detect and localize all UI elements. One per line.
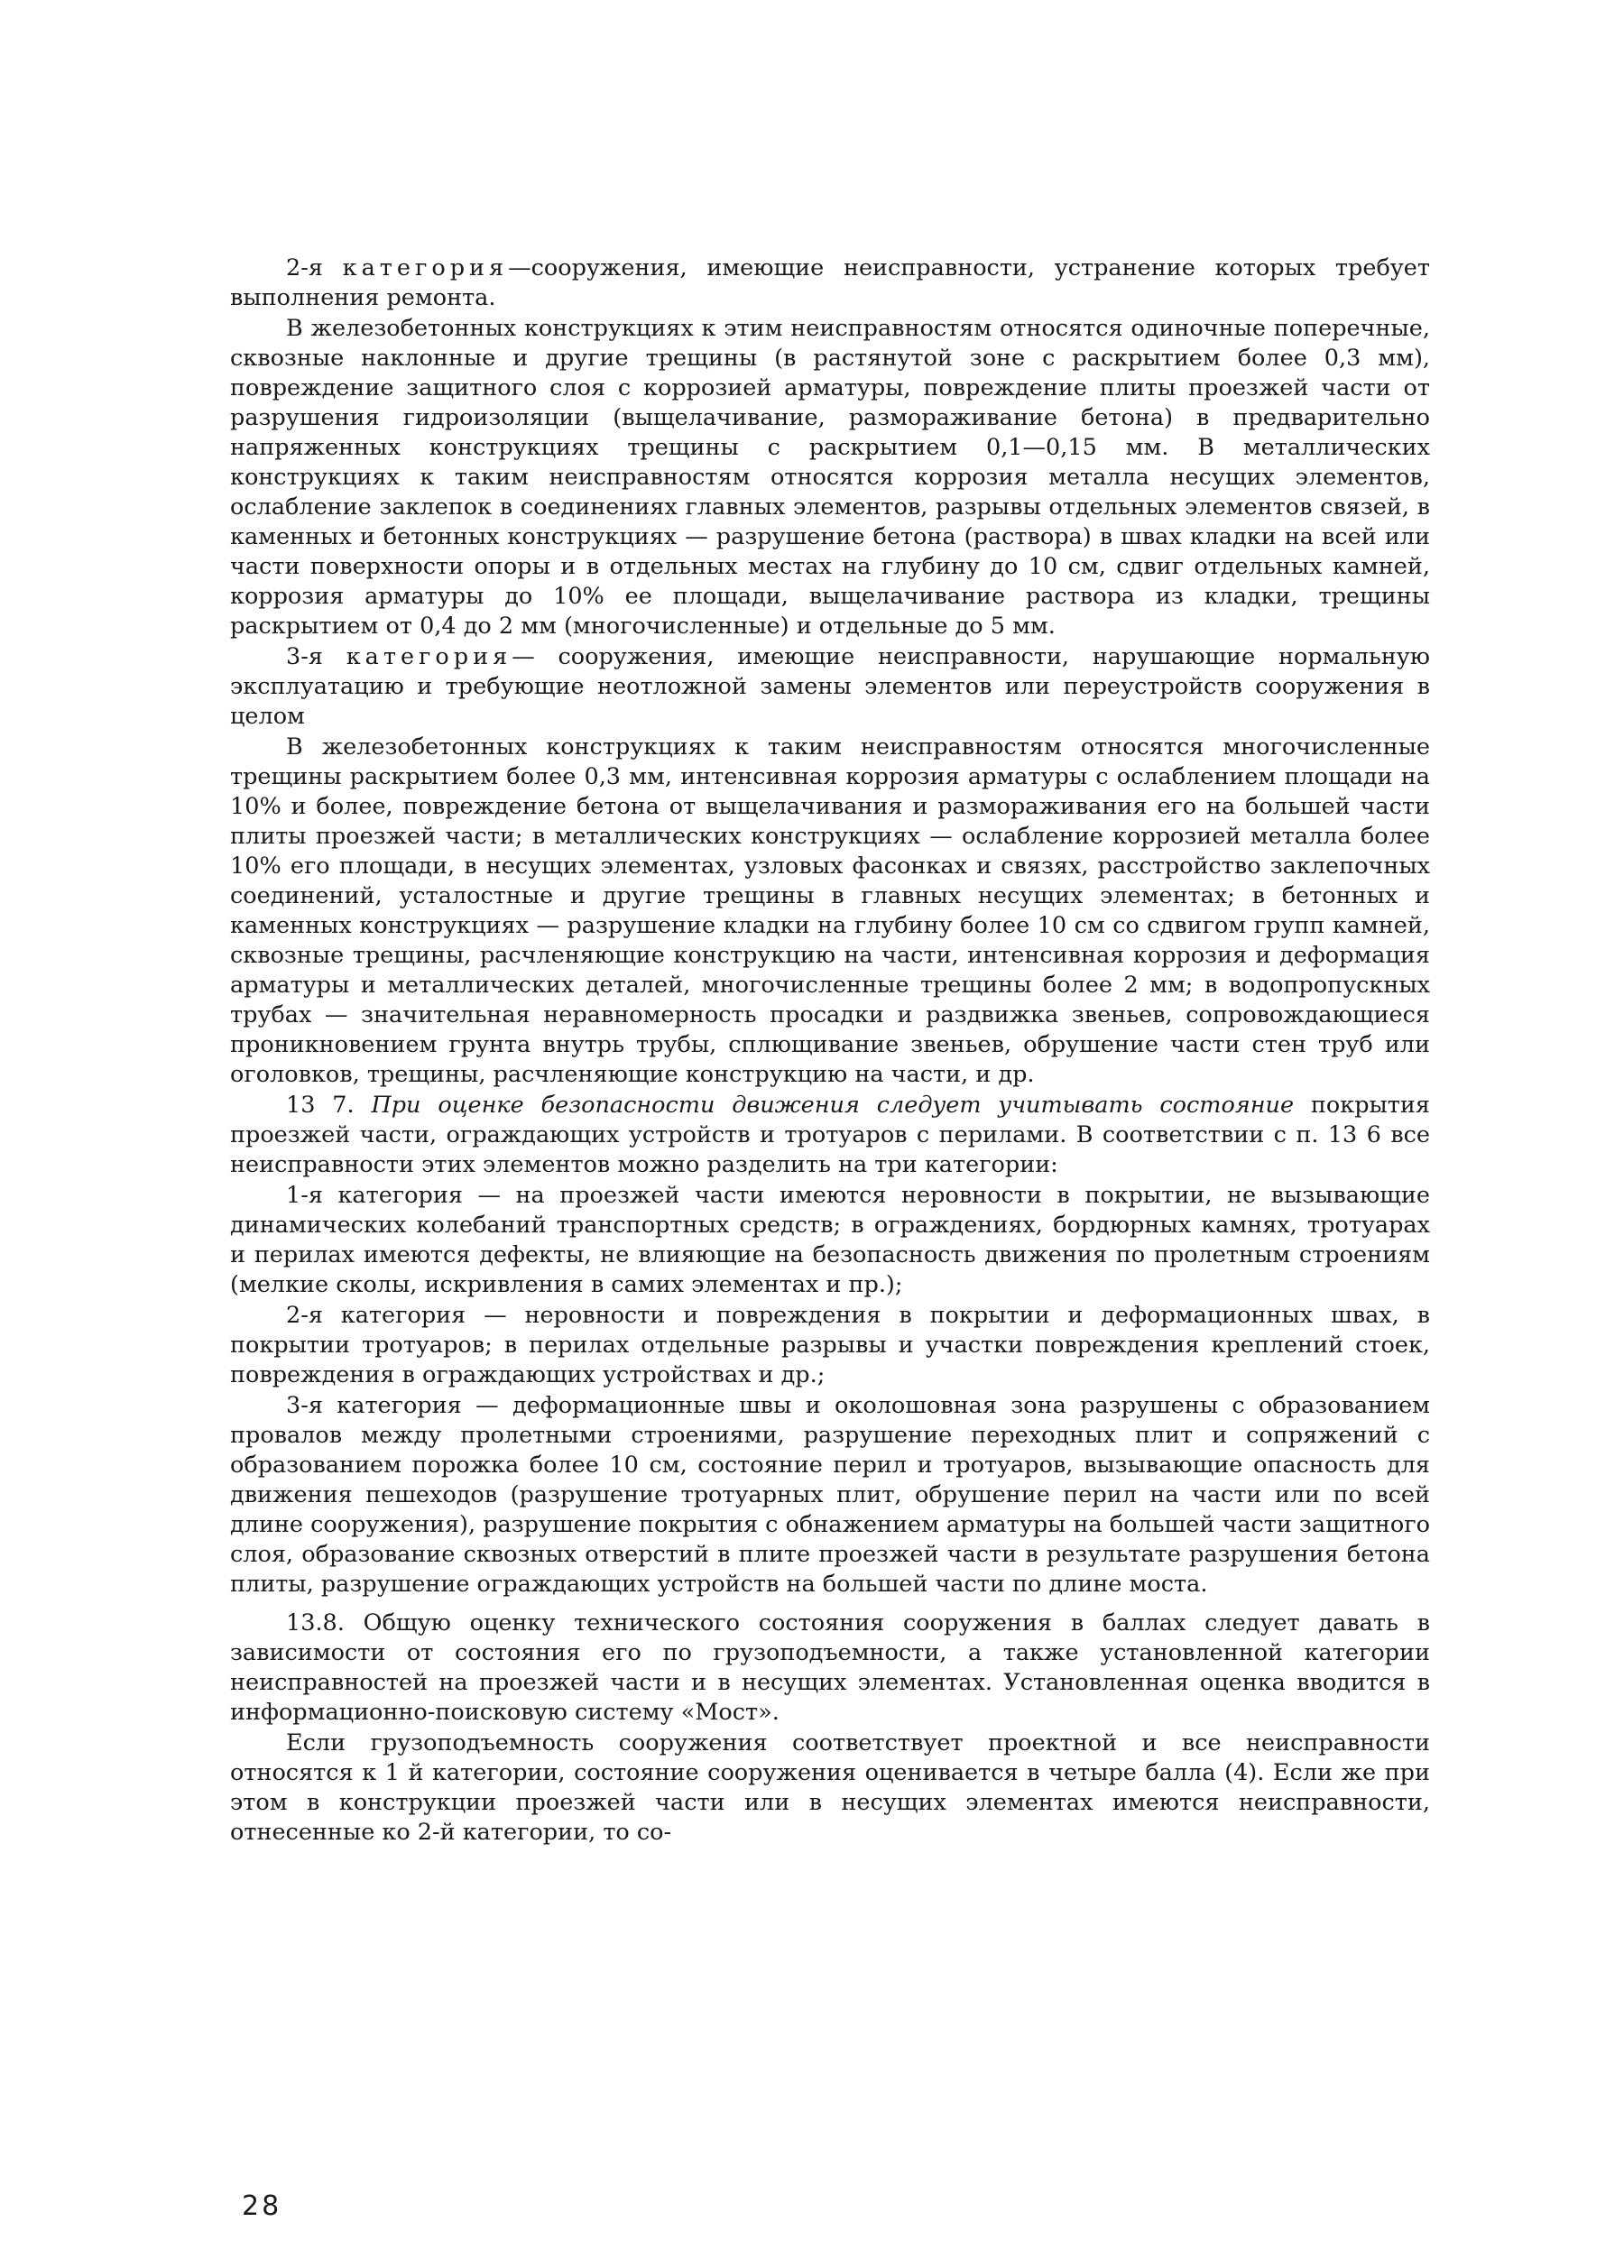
paragraph-category-3: [230, 642, 1430, 732]
paragraph-13-7: [230, 1091, 1430, 1180]
italic-text: При оценке безопасности движения следует учитывать состояние: [371, 1092, 1295, 1119]
category-term: категория: [342, 254, 509, 281]
clause-number: 13 7.: [286, 1092, 355, 1119]
paragraph-rc-defects-2: В железобетонных конструкциях к этим неисправностям относятся одиночные поперечные, сквозные наклонные и другие трещины (в растянутой зоне с раскрытием более 0,3 мм), повреждение защитного слоя с коррозией арматуры, повреждение плиты проезжей части от разрушения гидроизоляции (выщелачивание, размораживание бетона) в предварительно напряженных конструкциях трещины с раскрытием 0,1—0,15 мм. В металлических конструкциях к таким неисправностям относятся коррозия металла несущих элементов, ослабление заклепок в соединениях главных элементов, разрывы отдельных элементов связей, в каменных и бетонных конструкциях — разрушение бетона (раствора) в швах кладки на всей или части поверхности опоры и в отдельных местах на глубину до 10 см, сдвиг отдельных камней, коррозия арматуры до 10% ее площади, выщелачивание раствора из кладки, трещины раскрытием от 0,4 до 2 мм (многочисленные) и отдельные до 5 мм.: [230, 315, 1430, 640]
paragraph-13-8: 13.8. Общую оценку технического состояния сооружения в баллах следует давать в зависимости от состояния его по грузоподъемности, а также установленной категории неисправностей на проезжей части и в несущих элементах. Установленная оценка вводится в информационно-поисковую систему «Мост».: [230, 1609, 1430, 1726]
paragraph-text: — сооружения, имеющие неисправности, нарушающие нормальную эксплуатацию и требующие неотложной замены элементов или переустройств сооружения в целом: [230, 643, 1431, 730]
paragraph-rating: Если грузоподъемность сооружения соответствует проектной и все неисправности относятся к 1 й категории, состояние сооружения оценивается в четыре балла (4). Если же при этом в конструкции проезжей части или в несущих элементах имеются неисправности, отнесенные ко 2-й категории, то со-: [230, 1729, 1430, 1846]
category-number: 2-я: [286, 254, 323, 281]
body-text: [230, 254, 1430, 1848]
paragraph-safety-category-3: 3-я категория — деформационные швы и околошовная зона разрушены с образованием провалов между пролетными строениями, разрушение переходных плит и сопряжений с образованием порожка более 10 см, состояние перил и тротуаров, вызывающие опасность для движения пешеходов (разрушение тротуарных плит, обрушение перил на части или по всей длине сооружения), разрушение покрытия с обнажением арматуры на большей части защитного слоя, образование сквозных отверстий в плите проезжей части в результате разрушения бетона плиты, разрушение ограждающих устройств на большей части по длине моста.: [230, 1392, 1430, 1598]
paragraph-category-2: [230, 254, 1430, 313]
category-number: 3-я: [286, 643, 323, 670]
paragraph-rc-defects-3: В железобетонных конструкциях к таким неисправностям относятся многочисленные трещины раскрытием более 0,3 мм, интенсивная коррозия арматуры с ослаблением площади на 10% и более, повреждение бетона от выщелачивания и размораживания его на большей части плиты проезжей части; в металлических конструкциях — ослабление коррозией металла более 10% его площади, в несущих элементах, узловых фасонках и связях, расстройство заклепочных соединений, усталостные и другие трещины в главных несущих элементах; в бетонных и каменных конструкциях — разрушение кладки на глубину более 10 см со сдвигом групп камней, сквозные трещины, расчленяющие конструкцию на части, интенсивная коррозия и деформация арматуры и металлических деталей, многочисленные трещины более 2 мм; в водопропускных трубах — значительная неравномерность просадки и раздвижка звеньев, сопровождающиеся проникновением грунта внутрь трубы, сплющивание звеньев, обрушение части стен труб или оголовков, трещины, расчленяющие конструкцию на части, и др.: [230, 733, 1430, 1088]
paragraph-text: —сооружения, имеющие неисправности, устранение которых требует выполнения ремонта.: [230, 254, 1431, 311]
paragraph-safety-category-1: 1-я категория — на проезжей части имеются неровности в покрытии, не вызывающие динамических колебаний транспортных средств; в ограждениях, бордюрных камнях, тротуарах и перилах имеются дефекты, не влияющие на безопасность движения по пролетным строениям (мелкие сколы, искривления в самих элементах и пр.);: [230, 1182, 1430, 1298]
paragraph-safety-category-2: 2-я категория — неровности и повреждения в покрытии и деформационных швах, в покрытии тротуаров; в перилах отдельные разрывы и участки повреждения креплений стоек, повреждения в ограждающих устройствах и др.;: [230, 1302, 1430, 1388]
category-term: категория: [346, 643, 512, 670]
page-number: 28: [242, 2190, 282, 2222]
paragraph-text: покрытия проезжей части, ограждающих устройств и тротуаров с перилами. В соответствии с п. 13 6 все неисправности этих элементов можно разделить на три категории:: [230, 1092, 1431, 1178]
